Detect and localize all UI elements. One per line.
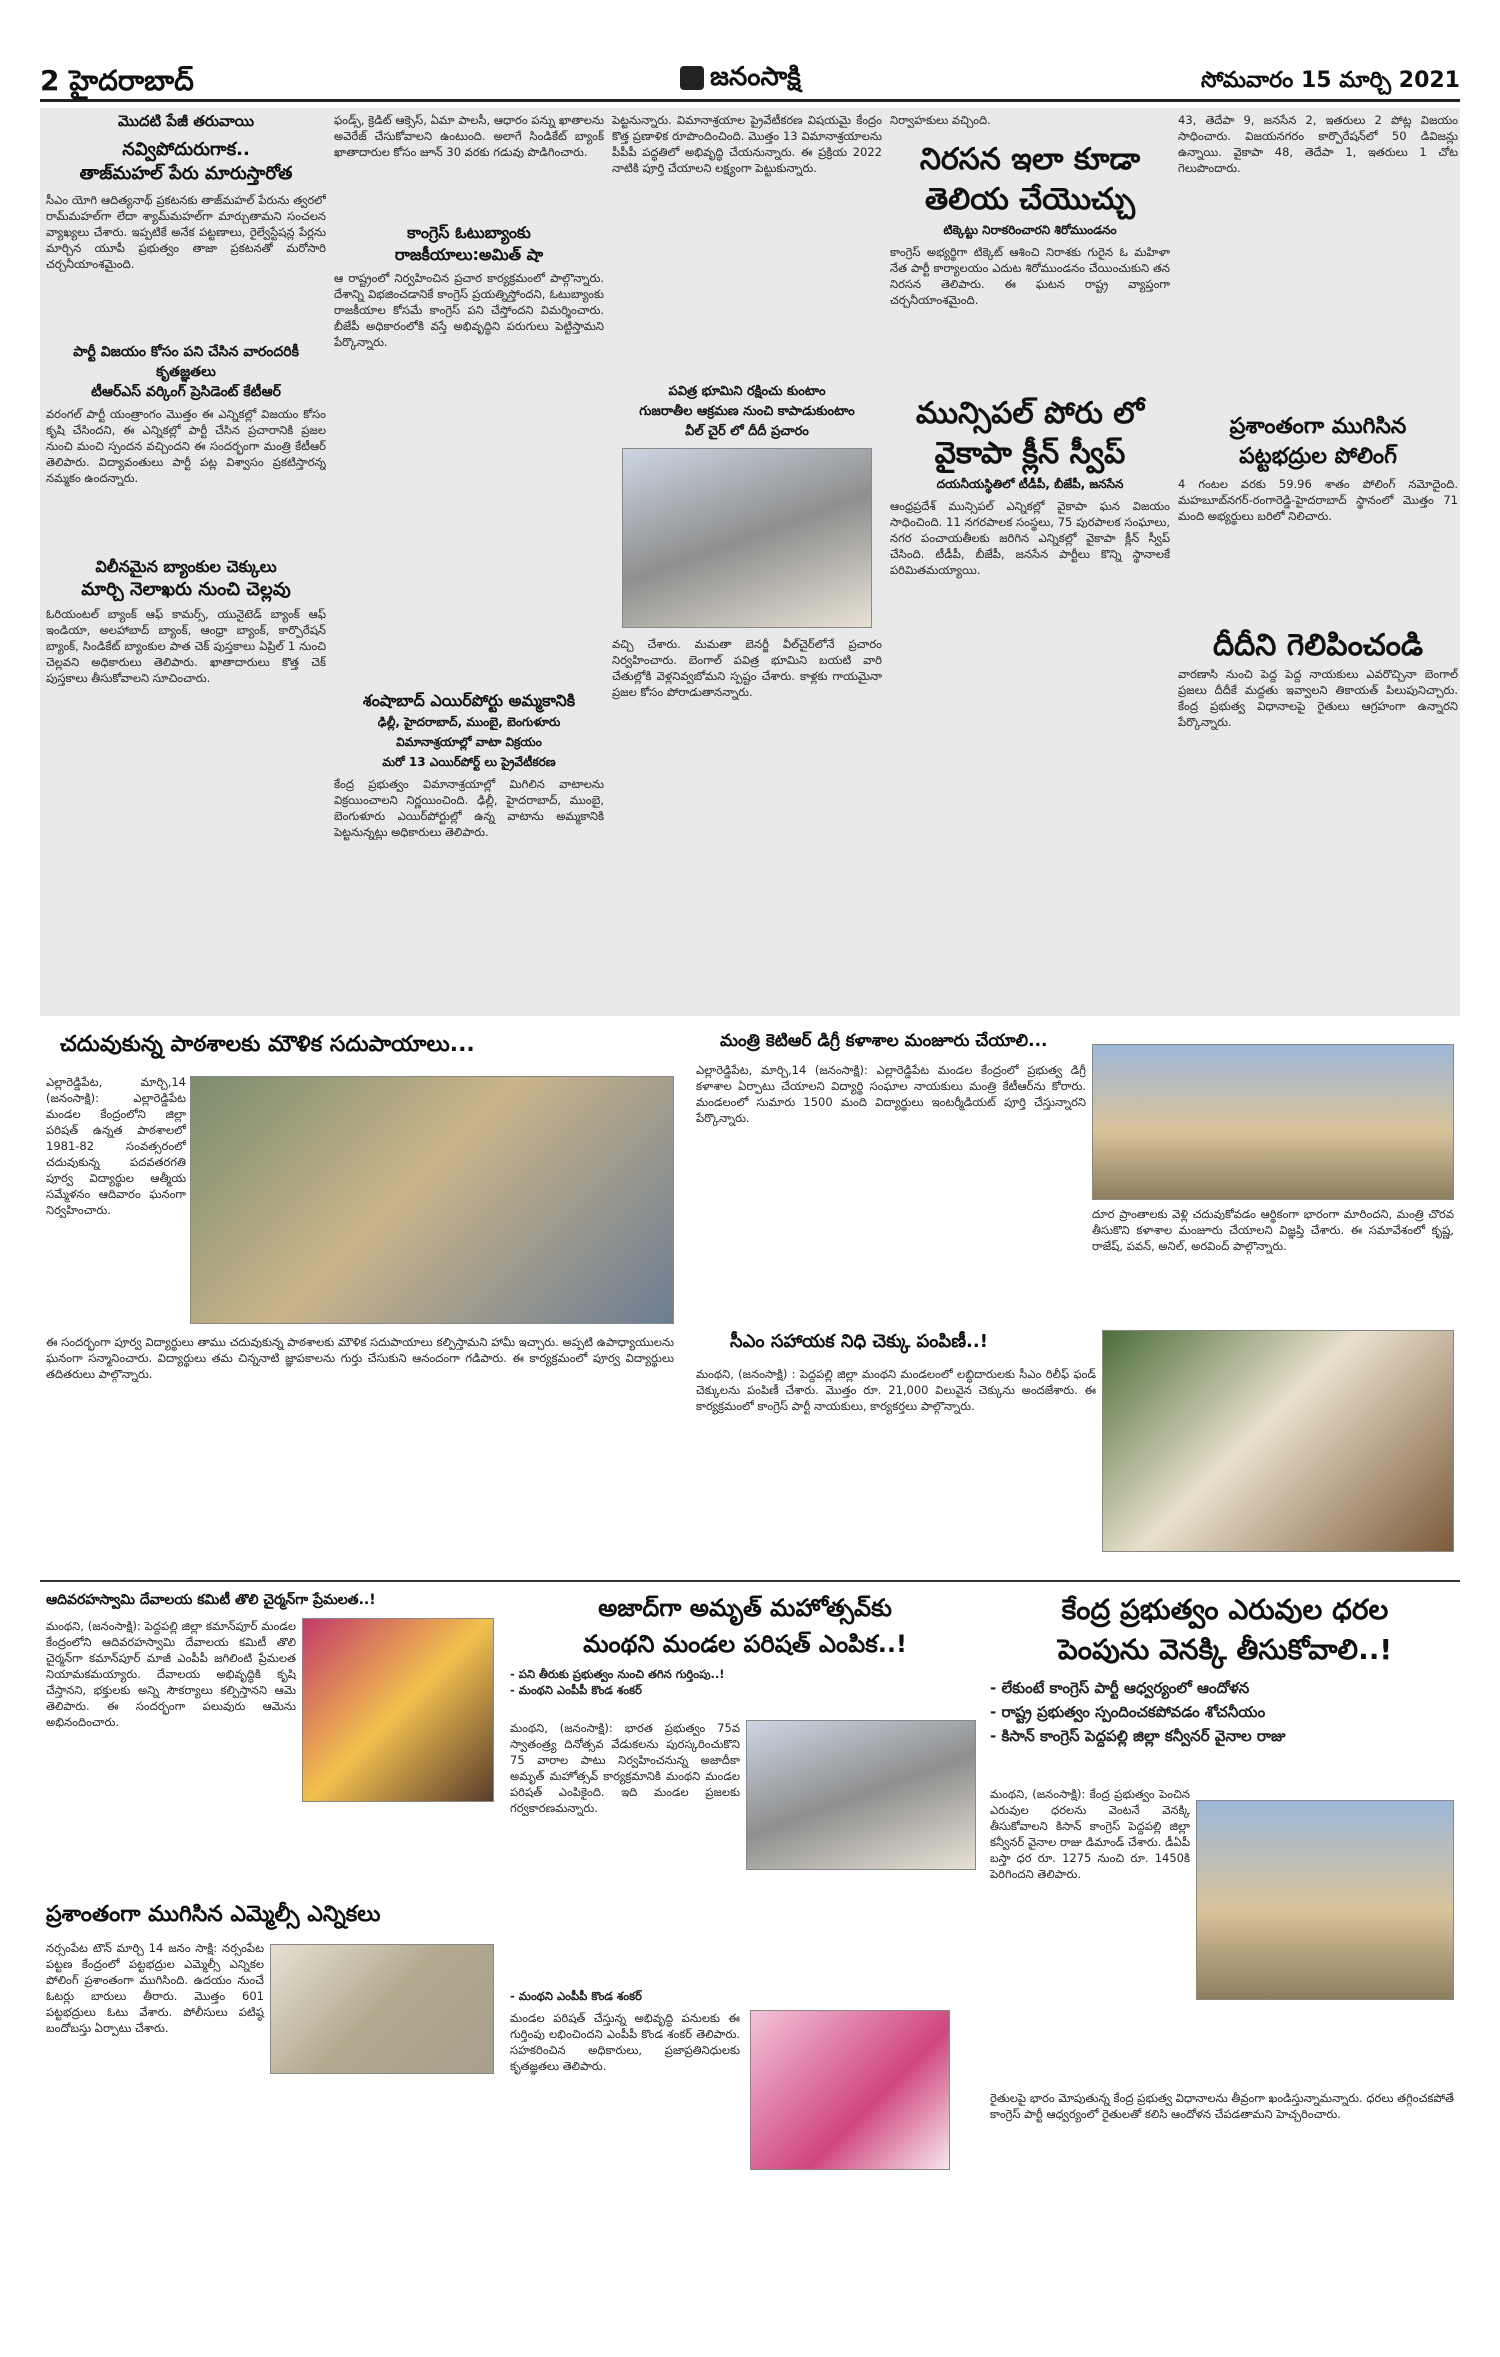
bullet-azadi-1: - పని తీరుకు ప్రభుత్వం నుంచి తగిన గుర్తింపు..! xyxy=(510,1667,725,1681)
article-ktr: వరంగల్ పార్టీ యంత్రాంగం మొత్తం ఈ ఎన్నికల్లో విజయం కోసం కృషి చేసిందని, ఈ ఎన్నికల్లో పార్టీ చేసిన ప్రచారానికి ప్రజల నుంచి మంచి స్పందన వచ్చిందని ఈ సందర్భంగా మంత్రి కేటీఆర్ తెలిపారు. విద్యావంతులు పార్టీ పట్ల విశ్వాసం ప్రకటిస్తారన్న నమ్మకం ఉందన్నారు. xyxy=(46,407,326,485)
headline-fertilizer-2: పెంపును వెనక్కి తీసుకోవాలి..! xyxy=(1057,1633,1393,1666)
column-2 xyxy=(334,112,604,1012)
photo-school-reunion xyxy=(190,1076,674,1324)
degree-story xyxy=(690,1030,1460,1310)
column-4 xyxy=(890,112,1170,1012)
bullet-fertilizer-3: - కిసాన్ కాంగ్రెస్ పెద్దపల్లి జిల్లా కన్వీనర్ వైనాల రాజు xyxy=(990,1727,1286,1745)
headline-cmrf: సీఎం సహాయక నిధి చెక్కు పంపిణీ..! xyxy=(730,1331,988,1352)
article-bank-cont: ఫండ్స్, క్రెడిట్ ఆక్సెస్, ఏమా పాలసీ, ఆధారం పన్ను ఖాతాలను అవెరేజ్ చేసుకోవాలని ఉంటుంది. అలాగే సిండికేట్ బ్యాంక్ ఖాతాదారుల కోసం జూన్ 30 వరకు గడువు పొడిగించారు. xyxy=(334,113,604,159)
headline-didi-1: పవిత్ర భూమిని రక్షించు కుంటాం xyxy=(668,384,826,399)
headline-school: చదువుకున్న పాఠశాలకు మౌళిక సదుపాయాలు... xyxy=(60,1032,475,1057)
headline-protest-2: తెలియ చేయొచ్చు xyxy=(924,182,1136,217)
article-amitshah: ఆ రాష్ట్రంలో నిర్వహించిన ప్రచార కార్యక్రమంలో పాల్గొన్నారు. దేశాన్ని విభజించడానికే కాంగ్రెస్ ప్రయత్నిస్తోందని, ఓటుబ్యాంకు రాజకీయాల కోసమే కాంగ్రెస్ పని చేస్తోందని విమర్శించారు. బీజేపీ అధికారంలోకి వస్తే అభివృద్ధిని పరుగులు పెట్టిస్తామని పేర్కొన్నారు. xyxy=(334,271,604,349)
headline-airport: శంషాబాద్ ఎయిర్‌పోర్టు అమ్మకానికి xyxy=(362,691,576,710)
headline-bank-1: విలీనమైన బ్యాంకుల చెక్కులు xyxy=(95,557,277,576)
article-municipal-cont: 43, తెదేపా 9, జనసేన 2, ఇతరులు 2 పోట్ల విజయం సాధించారు. విజయనగరం కార్పొరేషన్‌లో 50 డివిజన్లు ఉన్నాయి. వైకాపా 48, తెదేపా 1, ఇతరులు 1 చోట గెలుపొందారు. xyxy=(1178,113,1458,175)
headline-didi-2: గుజరాతీల ఆక్రమణ నుంచి కాపాడుకుంటాం xyxy=(639,404,855,419)
subhead-protest: టిక్కెట్టు నిరాకరించారని శిరోముండనం xyxy=(943,223,1117,237)
page-number: 2 హైదరాబాద్ xyxy=(40,64,194,97)
continued-kicker: మొదటి పేజీ తరువాయి xyxy=(117,112,255,130)
section-divider xyxy=(40,1580,1460,1582)
headline-municipal-1: మున్సిపల్ పోరు లో xyxy=(915,396,1145,431)
photo-vainala-raju xyxy=(1196,1800,1454,2000)
photo-cmrf-group xyxy=(1102,1330,1454,1552)
article-fertilizer-2: రైతులపై భారం మోపుతున్న కేంద్ర ప్రభుత్వ విధానాలను తీవ్రంగా ఖండిస్తున్నామన్నారు. ధరలు తగ్గించకపోతే కాంగ్రెస్ పార్టీ ఆధ్వర్యంలో రైతులతో కలిసి ఆందోళన చేపడతామని హెచ్చరించారు. xyxy=(990,2091,1454,2121)
headline-tajmahal-2: తాజ్‌మహల్ పేరు మారుస్తారోత xyxy=(79,163,293,184)
headline-amitshah-1: కాంగ్రెస్ ఓటుబ్యాంకు xyxy=(407,223,531,242)
article-degree-2: దూర ప్రాంతాలకు వెళ్లి చదువుకోవడం ఆర్థికంగా భారంగా మారిందని, మంత్రి చొరవ తీసుకొని కళాశాల మంజూరు చేయాలని విజ్ఞప్తి చేశారు. ఈ సమావేశంలో కృష్ణ, రాజేష్, పవన్, అనిల్, అరవింద్ పాల్గొన్నారు. xyxy=(1092,1207,1454,1253)
school-story xyxy=(40,1030,680,1530)
logo-icon xyxy=(680,66,704,90)
newspaper-logo: జనంసాక్షి xyxy=(680,62,801,98)
bullet-azadi-3: - మంథని ఎంపీపీ కొండ శంకర్ xyxy=(510,1989,642,2003)
headline-protest-1: నిరసన ఇలా కూడా xyxy=(919,142,1141,177)
article-protest: కాంగ్రెస్ అభ్యర్థిగా టిక్కెట్ ఆశించి నిరాశకు గురైన ఓ మహిళా నేత పార్టీ కార్యాలయం ఎదుట శిరోముండనం చేయించుకుని తన నిరసన తెలిపారు. ఈ ఘటన రాష్ట్ర వ్యాప్తంగా చర్చనీయాంశమైంది. xyxy=(890,245,1170,307)
issue-date: సోమవారం 15 మార్చి 2021 xyxy=(1201,68,1460,93)
subhead-airport-1: ఢిల్లీ, హైదరాబాద్, ముంబై, బెంగుళూరు xyxy=(377,715,561,729)
headline-temple: ఆదివరహస్వామి దేవాలయ కమిటీ తొలి చైర్మన్‌గా ప్రేమలత..! xyxy=(46,1592,376,1608)
headline-party-thanks: పార్టీ విజయం కోసం పని చేసిన వారందరికీ కృతజ్ఞతలు xyxy=(73,344,299,380)
subhead-ktr: టీఆర్ఎస్ వర్కింగ్ ప్రెసిడెంట్ కేటీఆర్ xyxy=(91,384,281,400)
article-didi-win: వారణాసి నుంచి పెద్ద పెద్ద నాయకులు ఎవరొచ్చినా బెంగాల్ ప్రజలు దీదీకే మద్దతు ఇవ్వాలని తికాయత్ పిలుపునిచ్చారు. కేంద్ర ప్రభుత్వ విధానాలపై రైతులు ఆగ్రహంగా ఉన్నారని పేర్కొన్నారు. xyxy=(1178,667,1458,729)
article-cmrf: మంథని, (జనంసాక్షి) : పెద్దపల్లి జిల్లా మంథని మండలంలో లబ్ధిదారులకు సీఎం రిలీఫ్ ఫండ్ చెక్కులను పంపిణీ చేశారు. మొత్తం రూ. 21,000 విలువైన చెక్కును అందజేశారు. ఈ కార్యక్రమంలో కాంగ్రెస్ పార్టీ నాయకులు, కార్యకర్తలు పాల్గొన్నారు. xyxy=(696,1367,1096,1413)
temple-story xyxy=(40,1590,500,1890)
subhead-airport-3: మరో 13 ఎయిర్‌పోర్ట్‌ లు ప్రైవేటీకరణ xyxy=(382,755,556,769)
article-azadi-1: మంథని, (జనంసాక్షి): భారత ప్రభుత్వం 75వ స్వాతంత్ర్య దినోత్సవ వేడుకలను పురస్కరించుకొని 75 వారాల పాటు నిర్వహించనున్న అజాదీకా అమృత్ మహోత్సవ్ కార్యక్రమానికి మంథని మండల పరిషత్ ఎంపికైంది. ఇది మండల ప్రజలకు గర్వకారణమన్నారు. xyxy=(510,1721,740,1815)
article-cont-col4: నిర్వాహకులు వచ్చింది. xyxy=(890,113,991,127)
article-airport-cont: పెట్టనున్నారు. విమానాశ్రయాల ప్రైవేటీకరణ విషయమై కేంద్రం కొత్త ప్రణాళిక రూపొందించింది. మొత్తం 13 విమానాశ్రయాలను పీపీపీ పద్ధతిలో అభివృద్ధి చేయనున్నారు. ఈ ప్రక్రియ 2022 నాటికి పూర్తి చేయాలని లక్ష్యంగా పెట్టుకున్నారు. xyxy=(612,113,882,175)
headline-amitshah-2: రాజకీయాలు:అమిత్ షా xyxy=(394,245,544,264)
headline-didi-3: వీల్ చైర్ లో దీదీ ప్రచారం xyxy=(685,424,809,439)
photo-mpp-kondashankar xyxy=(750,2010,950,2170)
article-municipal: ఆంధ్రప్రదేశ్ మున్సిపల్ ఎన్నికల్లో వైకాపా ఘన విజయం సాధించింది. 11 నగరపాలక సంస్థలు, 75 పురపాలక సంఘాలు, నగర పంచాయతీలకు జరిగిన ఎన్నికల్లో వైకాపా క్లీన్ స్వీప్ చేసింది. టీడీపీ, బీజేపీ, జనసేన పార్టీలు కొన్ని స్థానాలకే పరిమితమయ్యాయి. xyxy=(890,499,1170,577)
fertilizer-story xyxy=(990,1590,1460,2340)
headline-municipal-2: వైకాపా క్లీన్ స్వీప్ xyxy=(934,436,1126,471)
column-1 xyxy=(46,112,326,1012)
article-school-body: ఈ సందర్భంగా పూర్వ విద్యార్థులు తాము చదువుకున్న పాఠశాలకు మౌళిక సదుపాయాలు కల్పిస్తామని హామీ ఇచ్చారు. అప్పటి ఉపాధ్యాయులను ఘనంగా సన్మానించారు. విద్యార్థులు తమ చిన్ననాటి జ్ఞాపకాలను గుర్తు చేసుకుని ఆనందంగా గడిపారు. ఈ కార్యక్రమంలో పూర్వ విద్యార్థులు తదితరులు పాల్గొన్నారు. xyxy=(46,1335,674,1381)
article-didi: వచ్చి చేశారు. మమతా బెనర్జీ వీల్‌చైర్‌లోనే ప్రచారం నిర్వహించారు. బెంగాల్ పవిత్ర భూమిని బయటి వారి చేతుల్లోకి వెళ్లనివ్వబోమని స్పష్టం చేశారు. కాళ్లకు గాయమైనా ప్రజల కోసం పోరాడుతానన్నారు. xyxy=(612,637,882,699)
photo-mlc-queue xyxy=(270,1944,494,2074)
headline-degree: మంత్రి కెటిఆర్ డిగ్రీ కళాశాల మంజూరు చేయాలి... xyxy=(720,1031,1048,1051)
headline-azadi-1: అజాద్‌గా అమృత్ మహోత్సవ్‌కు xyxy=(598,1594,892,1622)
article-fertilizer-1: మంథని, (జనంసాక్షి): కేంద్ర ప్రభుత్వం పెంచిన ఎరువుల ధరలను వెంటనే వెనక్కి తీసుకోవాలని కిసాన్ కాంగ్రెస్ పెద్దపల్లి జిల్లా కన్వీనర్ వైనాల రాజు డిమాండ్ చేశారు. డీఏపీ బస్తా ధర రూ. 1275 నుంచి రూ. 1450కి పెరిగిందని తెలిపారు. xyxy=(990,1787,1190,1881)
subhead-airport-2: విమానాశ్రయాల్లో వాటా విక్రయం xyxy=(396,735,542,749)
article-mlc: నర్సంపేట టౌన్ మార్చి 14 జనం సాక్షి: నర్సంపేట పట్టణ కేంద్రంలో పట్టభద్రుల ఎమ్మెల్సీ ఎన్నికల పోలింగ్ ప్రశాంతంగా ముగిసింది. ఉదయం నుంచే ఓటర్లు బారులు తీరారు. మొత్తం 601 పట్టభద్రులు ఓటు వేశారు. పోలీసులు పటిష్ఠ బందోబస్తు ఏర్పాటు చేశారు. xyxy=(46,1941,264,2035)
article-bank: ఓరియంటల్ బ్యాంక్ ఆఫ్ కామర్స్, యునైటెడ్ బ్యాంక్ ఆఫ్ ఇండియా, అలహాబాద్ బ్యాంక్, ఆంధ్రా బ్యాంక్, కార్పొరేషన్ బ్యాంక్, సిండికేట్ బ్యాంకుల పాత చెక్ పుస్తకాలు ఏప్రిల్ 1 నుంచి చెల్లవని అధికారులు తెలిపారు. ఖాతాదారులు కొత్త చెక్ పుస్తకాలు తీసుకోవాలని సూచించారు. xyxy=(46,607,326,685)
headline-bank-2: మార్చి నెలాఖరు నుంచి చెల్లవు xyxy=(81,579,291,600)
headline-tajmahal-1: నవ్విపోదురుగాక.. xyxy=(122,139,250,160)
mlc-story xyxy=(40,1900,500,2340)
headline-azadi-2: మంథని మండల పరిషత్ ఎంపిక..! xyxy=(583,1630,907,1658)
bullet-fertilizer-2: - రాష్ట్ర ప్రభుత్వం స్పందించకపోవడం శోచనీయం xyxy=(990,1703,1266,1721)
photo-mandal-office xyxy=(746,1720,976,1870)
bullet-fertilizer-1: - లేకుంటే కాంగ్రెస్ పార్టీ ఆధ్వర్యంలో ఆందోళన xyxy=(990,1679,1250,1697)
article-temple: మంథని, (జనంసాక్షి): పెద్దపల్లి జిల్లా కమాన్‌పూర్ మండల కేంద్రంలోని ఆదివరహస్వామి దేవాలయ కమిటీ తొలి చైర్మన్‌గా కమాన్‌పూర్ మాజీ ఎంపీపీ జగిలింటి ప్రేమలత నియామకమయ్యారు. దేవాలయ అభివృద్ధికి కృషి చేస్తానని, భక్తులకు అన్ని సౌకర్యాలు కల్పిస్తానని ఆమె తెలిపారు. ఈ సందర్భంగా పలువురు ఆమెను అభినందించారు. xyxy=(46,1619,296,1729)
article-airport: కేంద్ర ప్రభుత్వం విమానాశ్రయాల్లో మిగిలిన వాటాలను విక్రయించాలని నిర్ణయించింది. ఢిల్లీ, హైదరాబాద్, ముంబై, బెంగుళూరు ఎయిర్‌పోర్టుల్లో ఉన్న వాటాను అమ్మకానికి పెట్టనున్నట్లు అధికారులు తెలిపారు. xyxy=(334,777,604,839)
photo-mamata-wheelchair xyxy=(622,448,872,628)
article-tajmahal: సీఎం యోగి ఆదిత్యనాథ్ ప్రకటనకు తాజ్‌మహల్ పేరును త్వరలో రామ్‌మహల్‌గా లేదా శ్యామ్‌మహల్‌గా మార్చుతామని సంచలన వ్యాఖ్యలు చేశారు. ఇప్పటికే అనేక పట్టణాలు, రైల్వేస్టేషన్ల పేర్లను మార్చిన యూపీ ప్రభుత్వం తాజా ప్రకటనతో మరోసారి చర్చనీయాంశమైంది. xyxy=(46,193,326,271)
headline-fertilizer-1: కేంద్ర ప్రభుత్వం ఎరువుల ధరల xyxy=(1061,1593,1389,1626)
column-3 xyxy=(612,112,882,1012)
subhead-municipal: దయనీయస్థితిలో టీడీపీ, బీజేపీ, జనసేన xyxy=(936,477,1124,491)
article-azadi-2: మండల పరిషత్ చేస్తున్న అభివృద్ధి పనులకు ఈ గుర్తింపు లభించిందని ఎంపీపీ కొండ శంకర్ తెలిపారు. సహకరించిన అధికారులు, ప్రజాప్రతినిధులకు కృతజ్ఞతలు తెలిపారు. xyxy=(510,2011,740,2073)
bullet-azadi-2: - మంథని ఎంపీపీ కొండ శంకర్ xyxy=(510,1683,642,1697)
article-school-intro: ఎల్లారెడ్డిపేట, మార్చి,14 (జనంసాక్షి): ఎల్లారెడ్డిపేట మండల కేంద్రంలోని జిల్లా పరిషత్ ఉన్నత పాఠశాలలో 1981-82 సంవత్సరంలో చదువుకున్న పదవతరగతి పూర్వ విద్యార్థుల ఆత్మీయ సమ్మేళనం ఆదివారం ఘనంగా నిర్వహించారు. xyxy=(46,1075,186,1217)
headline-graduates-1: ప్రశాంతంగా ముగిసిన xyxy=(1229,414,1407,439)
cmrf-story xyxy=(690,1330,1460,1560)
photo-premalatha xyxy=(302,1618,494,1802)
headline-mlc: ప్రశాంతంగా ముగిసిన ఎమ్మెల్సీ ఎన్నికలు xyxy=(46,1902,381,1927)
photo-degree-students xyxy=(1092,1044,1454,1200)
headline-didi-win: దీదీని గెలిపించండి xyxy=(1212,628,1424,663)
masthead xyxy=(40,58,1460,102)
column-5 xyxy=(1178,112,1458,1012)
headline-graduates-2: పట్టభద్రుల పోలింగ్ xyxy=(1239,444,1397,469)
article-graduates: 4 గంటల వరకు 59.96 శాతం పోలింగ్ నమోదైంది. మహబూబ్‌నగర్-రంగారెడ్డి-హైదరాబాద్ స్థానంలో మొత్తం 71 మంది అభ్యర్థులు బరిలో నిలిచారు. xyxy=(1178,477,1458,523)
article-degree-1: ఎల్లారెడ్డిపేట, మార్చి,14 (జనంసాక్షి): ఎల్లారెడ్డిపేట మండల కేంద్రంలో ప్రభుత్వ డిగ్రీ కళాశాల ఏర్పాటు చేయాలని విద్యార్థి సంఘాల నాయకులు మంత్రి కేటీఆర్‌ను కోరారు. మండలంలో సుమారు 1500 మంది విద్యార్థులు ఇంటర్మీడియట్ పూర్తి చేస్తున్నారని పేర్కొన్నారు. xyxy=(696,1063,1086,1125)
azadi-story xyxy=(510,1590,980,2340)
